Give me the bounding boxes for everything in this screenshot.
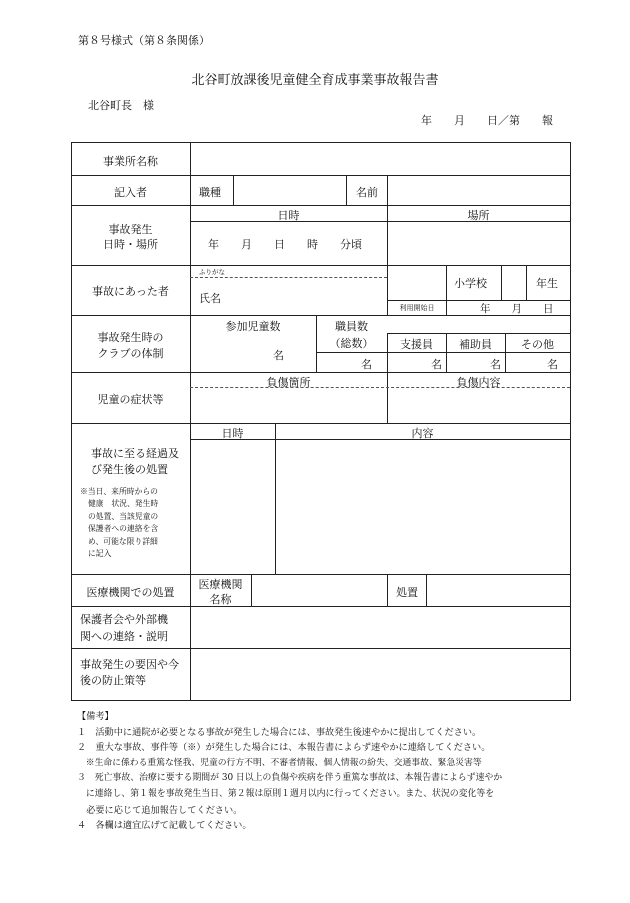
job-type-field[interactable] <box>235 177 344 204</box>
facility-name-label: 事業所名称 <box>103 155 158 168</box>
occurrence-label-line2: 日時・場所 <box>103 238 158 251</box>
occurrence-place-header: 場所 <box>467 209 490 222</box>
process-note-line: に記入 <box>88 549 112 559</box>
occurrence-place-field[interactable] <box>389 223 568 264</box>
injury-site-field[interactable] <box>192 389 385 422</box>
document-title: 北谷町放課後児童健全育成事業事故報告書 <box>191 73 439 88</box>
start-date-format: 年 月 日 <box>480 303 554 315</box>
grade-label: 年生 <box>536 277 558 290</box>
note-item: １ 活動中に通院が必要となる事故が発生した場合には、事故発生後速やかに提出してください。 <box>77 726 482 738</box>
other-staff-unit: 名 <box>547 358 558 371</box>
prevention-field[interactable] <box>192 650 568 699</box>
participants-unit: 名 <box>273 349 284 362</box>
staff-total-unit: 名 <box>361 358 372 371</box>
start-date-label: 利用開始日 <box>399 304 435 312</box>
note-item: ４ 各欄は適宜広げて記載してください。 <box>77 820 252 832</box>
job-type-label: 職種 <box>199 186 221 199</box>
process-note-line: 保護者への連絡を含 <box>88 524 159 534</box>
assistant-label: 補助員 <box>459 338 492 351</box>
occurrence-datetime-format: 年 月 日 時 分頃 <box>208 238 362 251</box>
school-label: 小学校 <box>454 277 487 290</box>
recorder-name-field[interactable] <box>389 177 568 204</box>
medical-name-label-line1: 医療機関 <box>198 578 243 591</box>
symptoms-label: 児童の症状等 <box>97 393 164 406</box>
process-note <box>80 486 158 560</box>
process-note-line: ※当日、来所時からの <box>80 487 158 496</box>
staff-count-label-line1: 職員数 <box>335 320 368 333</box>
contact-label-line2: 関への連絡・説明 <box>80 630 168 643</box>
process-note-line: め、可能な限り詳細 <box>88 536 158 546</box>
recorder-name-label: 名前 <box>356 186 378 199</box>
contact-field[interactable] <box>192 608 568 647</box>
facility-name-field[interactable] <box>192 144 568 174</box>
process-label-line2: び発生後の処置 <box>91 463 168 476</box>
supporter-unit: 名 <box>431 358 442 371</box>
assistant-unit: 名 <box>490 358 501 371</box>
child-name-label: 氏名 <box>199 292 221 305</box>
process-note-line: 健康 状況、発生時 <box>88 499 159 509</box>
report-date-line: 年 月 日／第 報 <box>421 114 553 127</box>
medical-label: 医療機関での処置 <box>86 586 175 599</box>
process-content-header: 内容 <box>411 427 434 440</box>
occurrence-datetime-header: 日時 <box>277 209 300 222</box>
staff-count-label-line2: （総数） <box>329 337 374 350</box>
notes-section <box>77 709 597 834</box>
treatment-field[interactable] <box>428 576 568 605</box>
occurrence-label-line1: 事故発生 <box>108 223 153 236</box>
note-item: ２ 重大な事故、事件等（※）が発生した場合には、本報告書によらず速やかに連絡してください。 <box>77 742 491 754</box>
note-item: 必要に応じて追加報告してください。 <box>77 804 243 816</box>
process-datetime-field[interactable] <box>192 441 274 573</box>
form-number: 第８号様式（第８条関係） <box>78 34 210 47</box>
process-note-line: の処置、当該児童の <box>88 511 159 521</box>
victim-label: 事故にあった者 <box>92 285 169 298</box>
note-item: ３ 死亡事故、治療に要する期間が 30 日以上の負傷や疾病を伴う重篤な事故は、本報告書によらず速やか <box>77 773 503 784</box>
medical-name-field[interactable] <box>253 576 385 605</box>
supporter-label: 支援員 <box>400 338 433 351</box>
addressee: 北谷町長 様 <box>88 99 154 112</box>
furigana-label: ふりがな <box>199 268 225 276</box>
process-content-field[interactable] <box>277 441 568 573</box>
recorder-label: 記入者 <box>114 186 147 199</box>
injury-detail-header: 負傷内容 <box>456 376 501 389</box>
contact-label-line1: 保護者会や外部機 <box>80 613 168 626</box>
participants-label: 参加児童数 <box>225 320 281 333</box>
other-staff-label: その他 <box>521 338 554 351</box>
injury-site-header: 負傷箇所 <box>266 376 311 389</box>
club-system-label-line2: クラブの体制 <box>97 347 164 360</box>
prevention-label-line1: 事故発生の要因や今 <box>80 658 179 671</box>
process-datetime-header: 日時 <box>221 427 244 440</box>
prevention-label-line2: 後の防止策等 <box>80 674 146 687</box>
injury-detail-field[interactable] <box>389 389 568 422</box>
medical-name-label-line2: 名称 <box>209 593 232 606</box>
notes-heading: 【備考】 <box>77 711 114 722</box>
treatment-label: 処置 <box>396 586 418 599</box>
note-item: に連絡し、第１報を事故発生当日、第２報は原則１週月以内に行ってください。また、状況の変化等を <box>77 788 495 799</box>
note-item: ※生命に係わる重篤な怪我、児童の行方不明、不審者情報、個人情報の紛失、交通事故、緊急災害等 <box>77 757 482 768</box>
child-name-field[interactable] <box>230 279 385 314</box>
process-label-line1: 事故に至る経過及 <box>91 447 179 460</box>
club-system-label-line1: 事故発生時の <box>97 331 164 344</box>
